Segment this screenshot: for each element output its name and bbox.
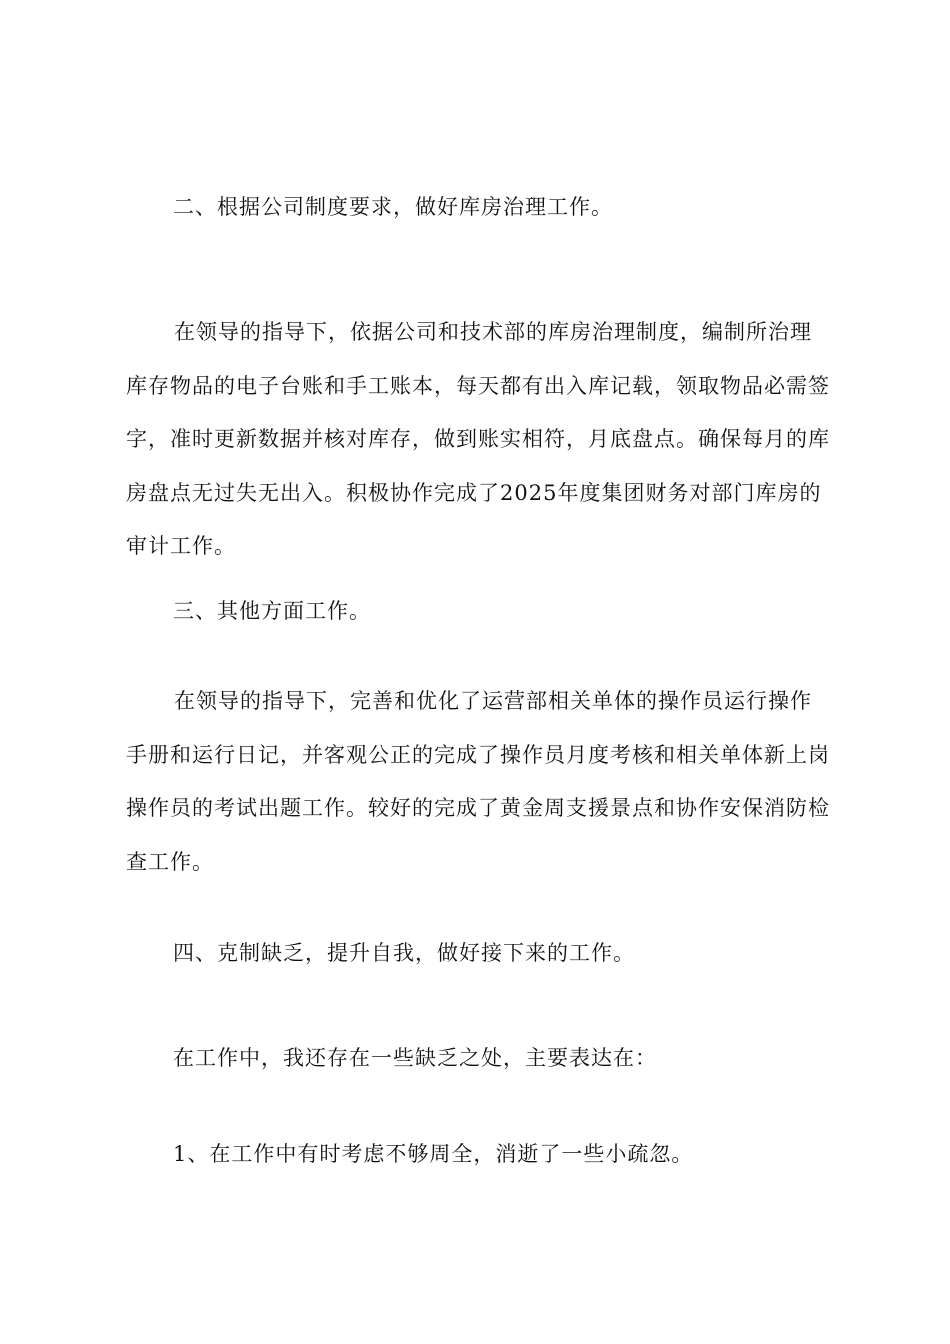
paragraph-warehouse-management: 在领导的指导下，依据公司和技术部的库房治理制度，编制所治理库存物品的电子台账和手工账本，每天都有出入库记载，领取物品必需签字，准时更新数据并核对库存，做到账实相符，月底盘点。确保每月的库房盘点无过失无出入。积极协作完成了2025年度集团财务对部门库房的审计工作。 <box>126 320 830 558</box>
list-item-1: 1、在工作中有时考虑不够周全，消逝了一些小疏忽。 <box>173 1142 694 1166</box>
section-heading-2: 二、根据公司制度要求，做好库房治理工作。 <box>173 195 613 219</box>
section-heading-3: 三、其他方面工作。 <box>173 599 371 623</box>
section-heading-4: 四、克制缺乏，提升自我，做好接下来的工作。 <box>173 941 635 965</box>
paragraph-other-work: 在领导的指导下，完善和优化了运营部相关单体的操作员运行操作手册和运行日记，并客观公正的完成了操作员月度考核和相关单体新上岗操作员的考试出题工作。较好的完成了黄金周支援景点和协作安保消防检查工作。 <box>126 689 830 874</box>
paragraph-shortcomings-intro: 在工作中，我还存在一些缺乏之处，主要表达在： <box>173 1046 657 1070</box>
